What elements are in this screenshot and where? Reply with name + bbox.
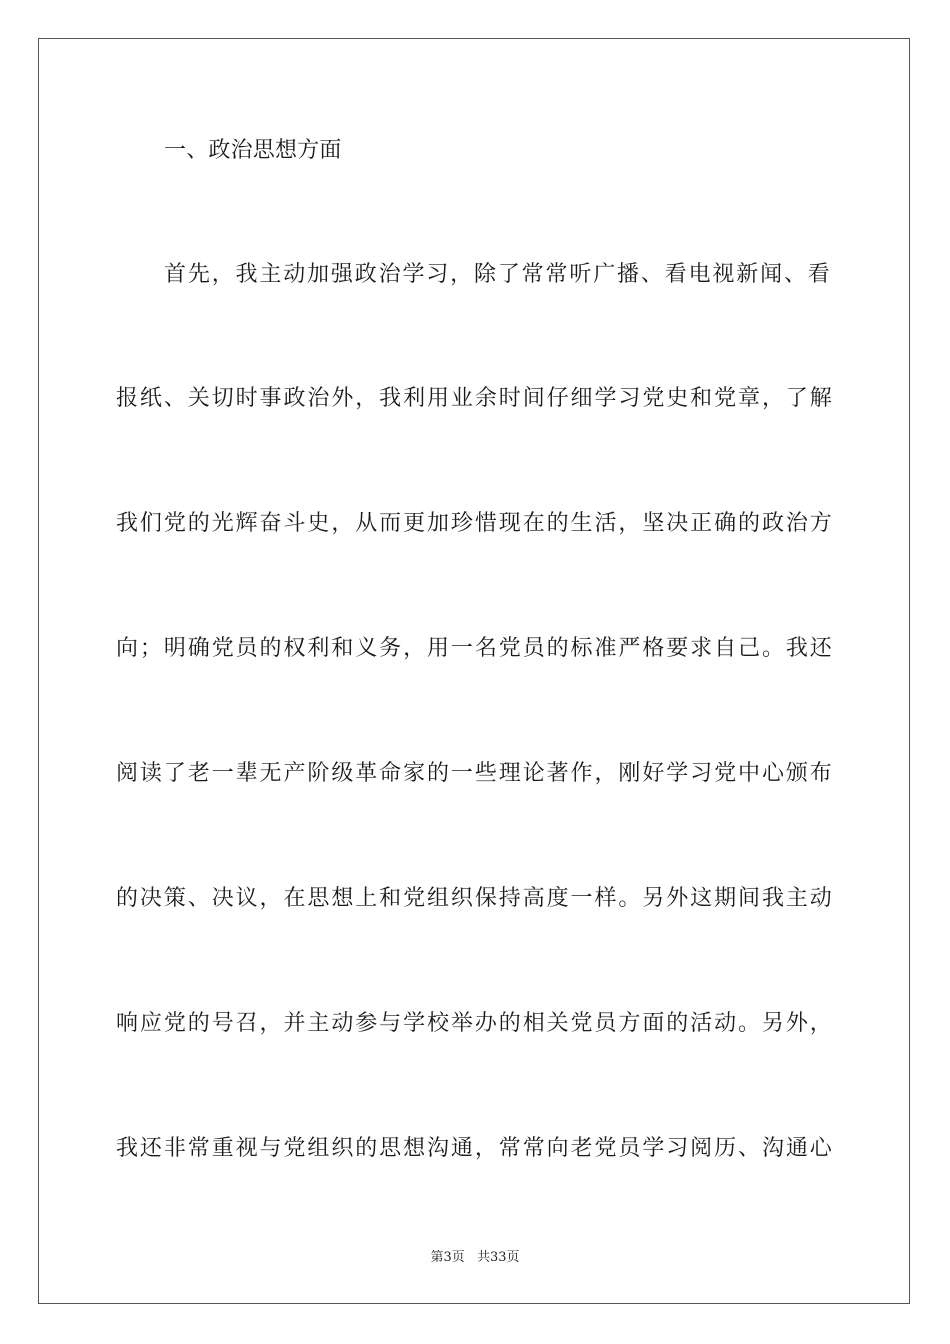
paragraph-line-2-text: 报纸、关切时事政治外，我利用业余时间仔细学习党史和党章，了解	[116, 386, 832, 411]
paragraph-line-7-text: 响应党的号召，并主动参与学校举办的相关党员方面的活动。另外，	[116, 1011, 832, 1036]
page-total: 共33页	[476, 1250, 520, 1265]
paragraph-line-3	[116, 509, 832, 539]
paragraph-line-4-text: 向；明确党员的权利和义务，用一名党员的标准严格要求自己。我还	[116, 636, 832, 661]
page-footer	[0, 1246, 950, 1265]
section-heading: 一、政治思想方面	[164, 138, 342, 163]
paragraph-line-2	[116, 384, 832, 414]
page-number: 第3页	[430, 1250, 465, 1265]
paragraph-line-1-text: 首先，我主动加强政治学习，除了常常听广播、看电视新闻、看	[164, 262, 830, 287]
paragraph-line-5	[116, 759, 832, 789]
paragraph-line-6	[116, 884, 832, 914]
page-border	[38, 38, 910, 1304]
paragraph-line-8	[116, 1134, 832, 1164]
paragraph-line-3-text: 我们党的光辉奋斗史，从而更加珍惜现在的生活，坚决正确的政治方	[116, 511, 832, 536]
paragraph-line-1	[164, 260, 830, 290]
paragraph-line-8-text: 我还非常重视与党组织的思想沟通，常常向老党员学习阅历、沟通心	[116, 1136, 832, 1161]
paragraph-line-6-text: 的决策、决议，在思想上和党组织保持高度一样。另外这期间我主动	[116, 886, 832, 911]
paragraph-line-7	[116, 1009, 832, 1039]
paragraph-line-5-text: 阅读了老一辈无产阶级革命家的一些理论著作，刚好学习党中心颁布	[116, 761, 832, 786]
paragraph-line-4	[116, 634, 832, 664]
